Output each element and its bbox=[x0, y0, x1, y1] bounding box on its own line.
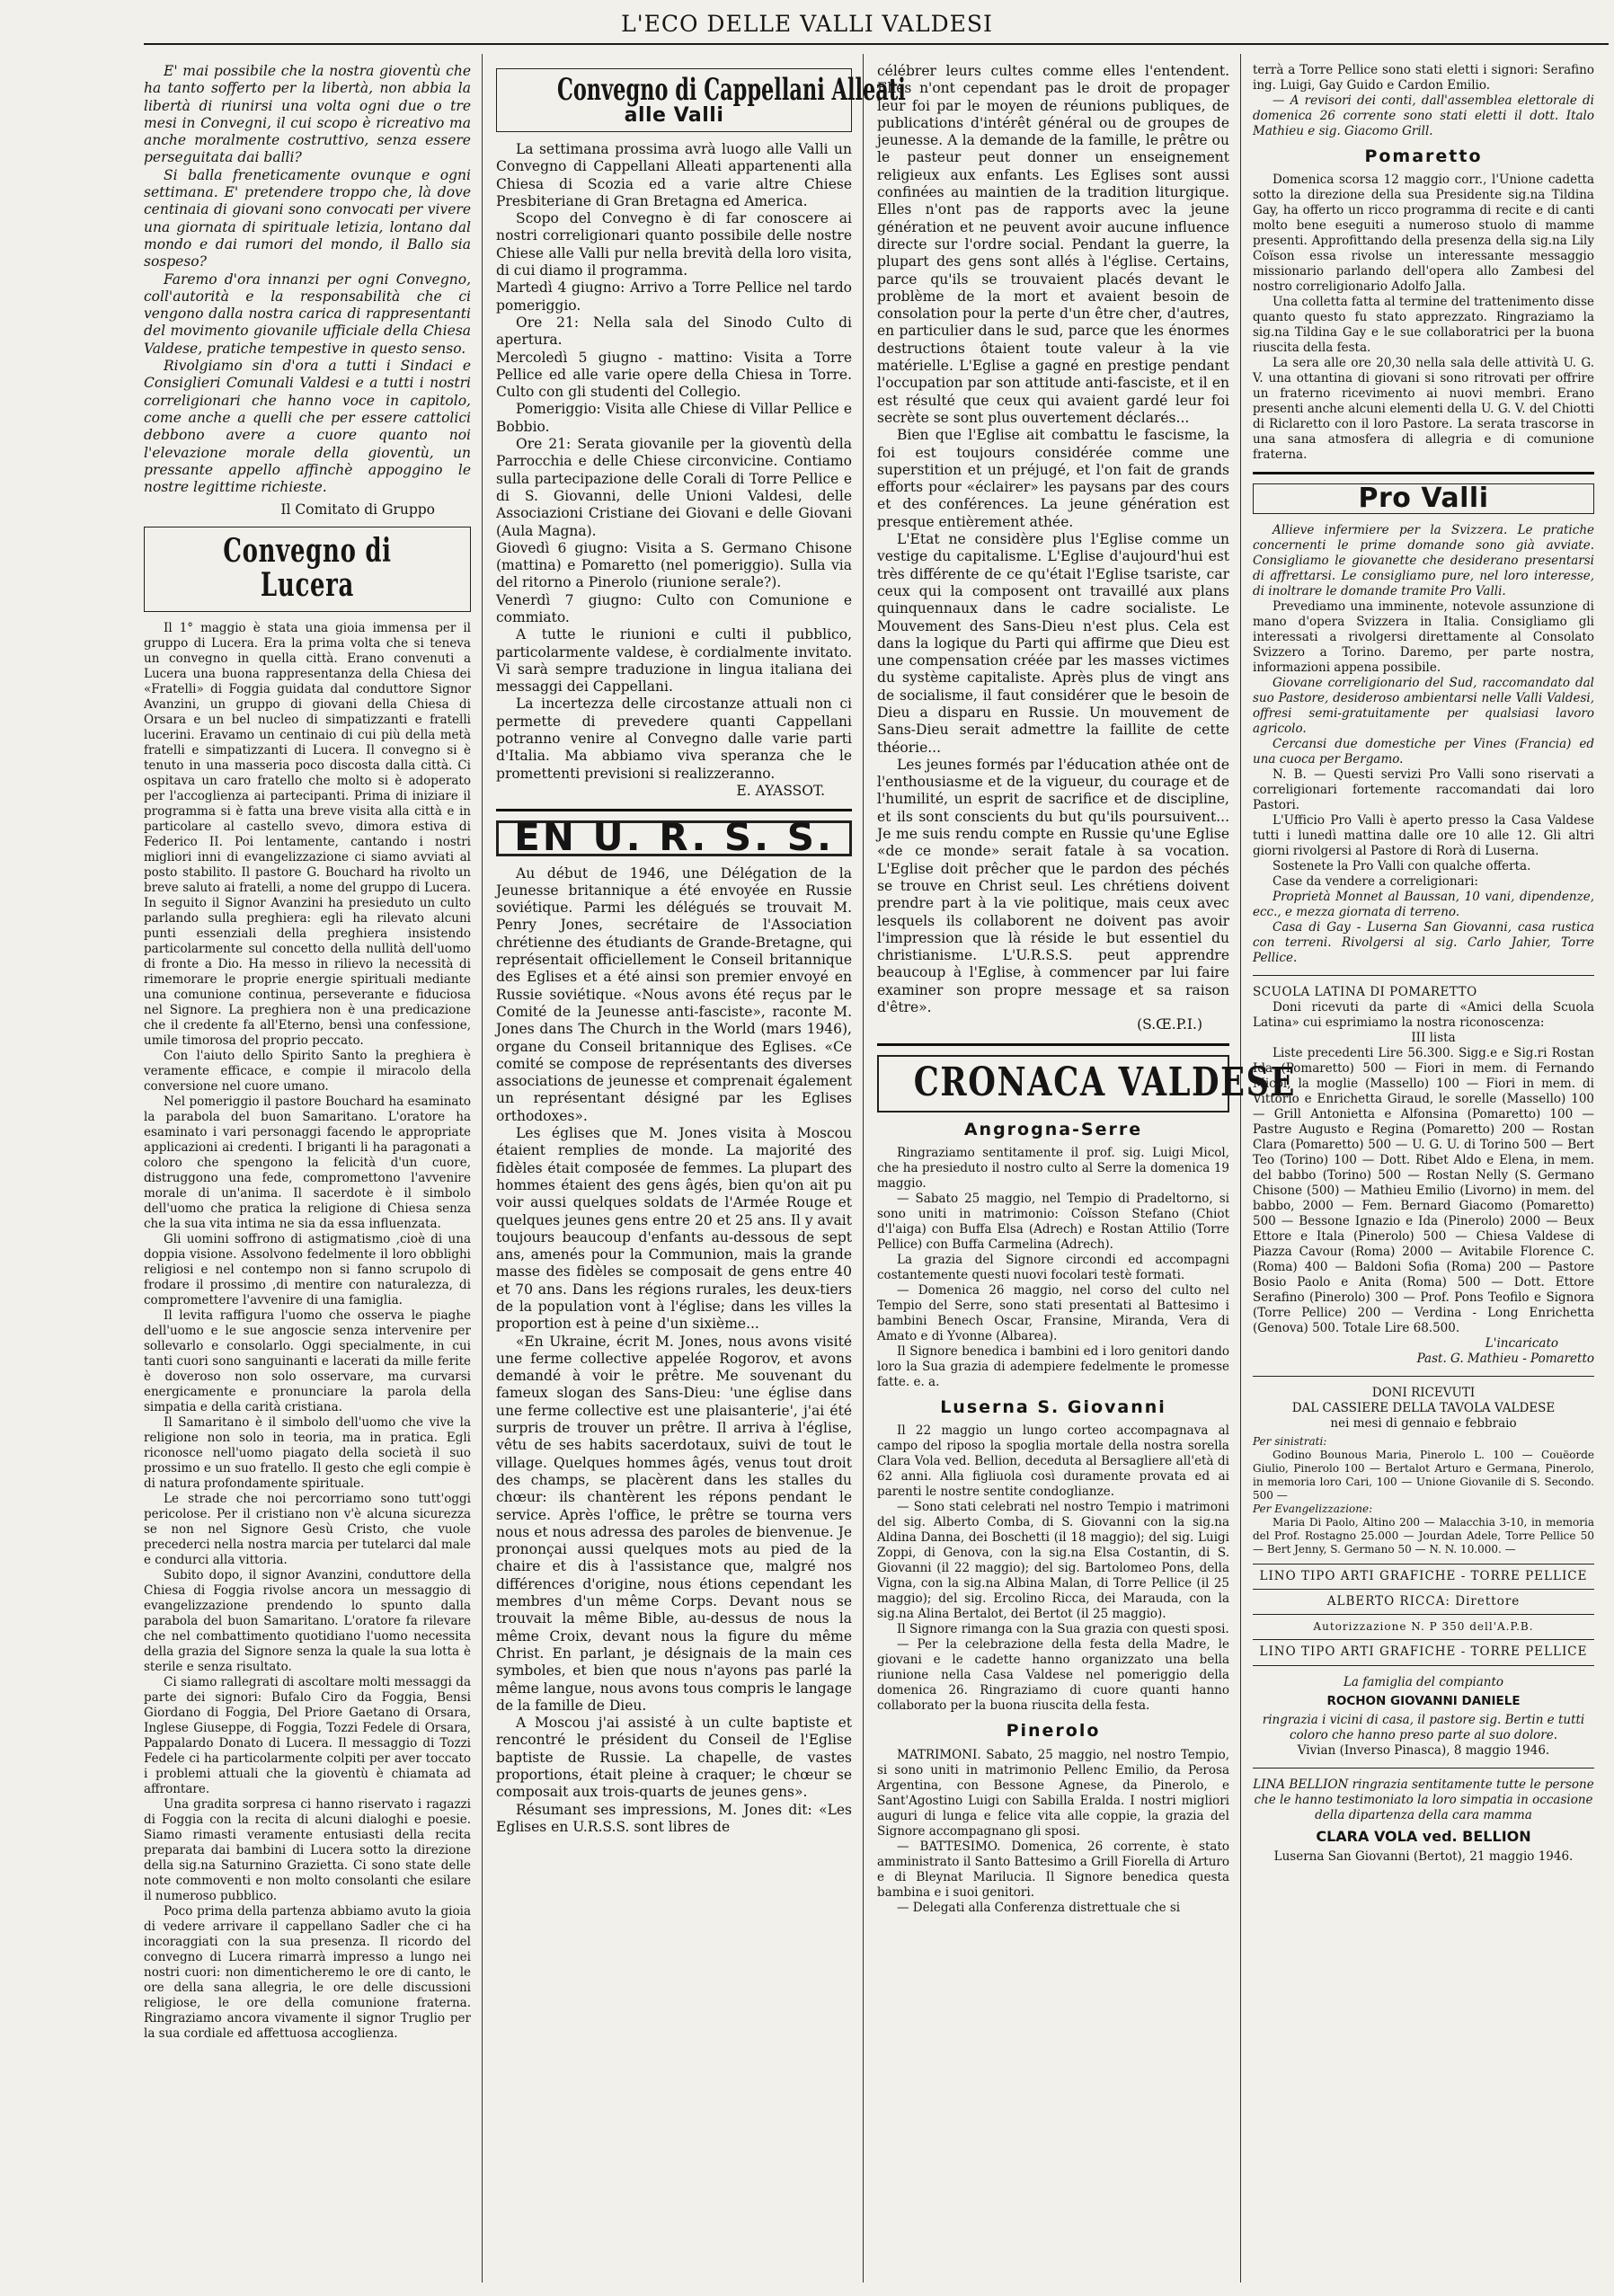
doni-title: DONI RICEVUTI bbox=[1371, 1385, 1476, 1400]
scuola-sign: L'incaricato bbox=[1485, 1335, 1558, 1351]
doni-list: Maria Di Paolo, Altino 200 — Malacchia 3-10, in memoria del Prof. Rostagno 25.000 — Jourdan Adele, Torre Pellice 50 — Bert Jenny, S. Germano 50 — N. N. 10.000. — bbox=[1253, 1515, 1594, 1556]
urss-title-box bbox=[496, 815, 852, 860]
doni-label: Per Evangelizzazione: bbox=[1253, 1502, 1373, 1515]
column-1 bbox=[144, 63, 471, 2283]
rochon-pre: La famiglia del compianto bbox=[1343, 1674, 1504, 1689]
luserna-paragraph: Il 22 maggio un lungo corteo accompagnava al campo del riposo la spoglia mortale della nostra sorella Clara Vola ved. Bellion, deceduta al Bersagliere all'età di 62 anni. Alla figliuola così duramente provata ed ai parenti le nostre sentite condoglianze. bbox=[877, 1423, 1229, 1500]
lucera-paragraph: Una gradita sorpresa ci hanno riservato i ragazzi di Foggia con la recita di alcuni dialoghi e poesie. Siamo rimasti veramente entusiasti della recita preparata dai bambini di Lucera sotto la direzione della sig.na Saturnino Grazietta. Ci sono state delle note commoventi e non molto consolanti che esilare il numeroso pubblico. bbox=[144, 1797, 471, 1904]
column-separator bbox=[482, 54, 483, 2283]
intro-paragraph: Faremo d'ora innanzi per ogni Convegno, coll'autorità e la responsabilità che ci vengono dalla nostra carica di rappresentanti del movimento giovanile ufficiale della Chiesa Valdese, pratiche tempestive in questo senso. bbox=[144, 270, 471, 357]
angrogna-paragraph: La grazia del Signore circondi ed accompagni costantemente questi nuovi focolari testè formati. bbox=[877, 1253, 1229, 1283]
bellion-text: LINA BELLION ringrazia sentitamente tutte le persone che le hanno testimoniato la loro simpatia in occasione della dipartenza della cara mamma bbox=[1253, 1777, 1594, 1822]
luserna-paragraph: — Per la celebrazione della festa della Madre, le giovani e le cadette hanno organizzato una bella riunione nella Casa Valdese nel pomeriggio della domenica 26. Ringraziamo di cuore quanti hanno collaborato per la buona riuscita della festa. bbox=[877, 1637, 1229, 1714]
cappellani-paragraph: Scopo del Convegno è di far conoscere ai nostri correligionari quanto possibile delle nostre Chiese alle Valli pur nella brevità della loro visita, di cui diamo il programma. bbox=[496, 210, 852, 279]
cappellani-title-box bbox=[496, 68, 906, 132]
cappellani-signature: E. AYASSOT. bbox=[736, 782, 825, 799]
cappellani-program: Pomeriggio: Visita alle Chiese di Villar Pellice e Bobbio. bbox=[496, 401, 852, 435]
printer-line: LINO TIPO ARTI GRAFICHE - TORRE PELLICE bbox=[1253, 1639, 1594, 1665]
scuola-list: Liste precedenti Lire 56.300. Sigg.e e Sig.ri Rostan Ida (Pomaretto) 500 — Fiori in mem. di Fernando Micol, la moglie (Massello) 100 — Fiori in mem. di Vittorio e Enrichetta Giraud, le sorelle (Massello) 100 — Grill Antonietta e Alfonsina (Pomaretto) 100 — Pastre Augusto e Regina (Pomaretto) 200 — Rostan Clara (Pomaretto) 500 — U. G. U. di Torino 500 — Bert Teo (Torino) 100 — Dott. Ribet Aldo e Elena, in mem. del babbo (Torino) 500 — Rostan Nelly (S. Germano Chisone (500) — Mathieu Emilio (Livorno) in mem. del babbo, 2000 — Fem. Bernard Giacomo (Pomaretto) 500 — Bessone Ignazio e Ida (Pinerolo) 2000 — Beux Ettore e Itala (Pinerolo) 500 — Chiesa Valdese di Piazza Cavour (Roma) 2000 — Avitabile Florence C. (Roma) 400 — Baldoni Sofia (Roma) 200 — Pastore Bosio Paolo e Anita (Roma) 500 — Dott. Ettore Serafino (Pinerolo) 300 — Prof. Pons Teofilo e Signora (Torre Pellice) 200 — Verdina - Long Enrichetta (Genova) 500. Totale Lire 68.500. bbox=[1253, 1045, 1594, 1335]
header-rule bbox=[144, 43, 1609, 45]
provalli-title: Pro Valli bbox=[1358, 483, 1489, 515]
lucera-paragraph: Nel pomeriggio il pastore Bouchard ha esaminato la parabola del buon Samaritano. L'oratore ha esaminato i vari personaggi facendo le appropriate applicazioni ai credenti. I briganti li ha paragonati a coloro che spengono la felicità d'un cuore, distruggono una fede, compromettono l'avvenire morale di un'anima. Il sacerdote è il simbolo dell'uomo che pratica la religione di Chiesa senza che la sua vita intima ne sia da essa influenzata. bbox=[144, 1095, 471, 1232]
provalli-paragraph: Cercansi due domestiche per Vines (Francia) ed una cuoca per Bergamo. bbox=[1253, 736, 1594, 767]
provalli-paragraph: Proprietà Monnet al Baussan, 10 vani, dipendenze, ecc., e mezza giornata di terreno. bbox=[1253, 889, 1594, 919]
angrogna-paragraph: — Sabato 25 maggio, nel Tempio di Pradeltorno, si sono uniti in matrimonio: Coïsson Stefano (Chiot d'l'aiga) con Buffa Elsa (Adrech) e Rostan Attilio (Torre Pellice) con Buffa Carmelina (Adrech). bbox=[877, 1192, 1229, 1253]
provalli-paragraph: Allieve infermiere per la Svizzera. Le pratiche concernenti le prime domande sono già avviate. Consigliamo le giovanette che desiderano presentarsi di affrettarsi. Le consigliamo pure, nel loro interesse, di inoltrare le domande tramite Pro Valli. bbox=[1253, 522, 1594, 598]
section-divider bbox=[1253, 1376, 1594, 1377]
doni-block bbox=[1253, 1386, 1594, 1432]
lucera-paragraph: Poco prima della partenza abbiamo avuto la gioia di vedere arrivare il cappellano Sadler che ci ha incoraggiati con la sua presenza. Il ricordo del convegno di Lucera rimarrà impresso a lungo nei nostri cuori: non dimenticheremo le ore di canto, le ore della sana allegria, le ore delle discussioni religiose, le ore della comunione fraterna. Ringraziamo ancora vivamente il signor Truglio per la sua cordiale ed affettuosa accoglienza. bbox=[144, 1904, 471, 2042]
section-divider bbox=[496, 809, 852, 811]
lucera-title: Convegno di Lucera bbox=[223, 531, 392, 604]
newspaper-header: L'ECO DELLE VALLI VALDESI bbox=[621, 11, 993, 37]
cappellani-paragraph: A tutte le riunioni e culti il pubblico, particolarmente valdese, è cordialmente invitato. Vi sarà sempre traduzione in lingua italiana dei messaggi dei Cappellani. bbox=[496, 626, 852, 696]
cronaca-title: CRONACA VALDESE bbox=[913, 1059, 1297, 1105]
provalli-paragraph: Case da vendere a correligionari: bbox=[1273, 873, 1478, 889]
pomaretto-paragraph: Domenica scorsa 12 maggio corr., l'Unione cadetta sotto la direzione della sua Presidente sig.na Tildina Gay, ha offerto un ricco programma di recite e di canti molto bene eseguiti a numeroso stuolo di mamme presenti. Approfittando della presenza della sig.na Lily Coïson essa rivolse un interessante messaggio missionario parlando dell'opera allo Zambesi del nostro correligionario Adolfo Jalla. bbox=[1253, 173, 1594, 295]
scuola-intro: Doni ricevuti da parte di «Amici della Scuola Latina» cui esprimiamo la nostra riconoscenza: bbox=[1253, 999, 1594, 1030]
pomaretto-title: Pomaretto bbox=[1364, 146, 1483, 166]
cronaca-continued: terrà a Torre Pellice sono stati eletti i signori: Serafino ing. Luigi, Gay Guido e Cardon Emilio. bbox=[1253, 63, 1594, 93]
cappellani-paragraph: La settimana prossima avrà luogo alle Valli un Convegno di Cappellani Alleati appartenenti alla Chiesa di Scozia ed a varie altre Chiese Presbiteriane di Gran Bretagna ed America. bbox=[496, 140, 852, 209]
rochon-name: ROCHON GIOVANNI DANIELE bbox=[1326, 1693, 1521, 1708]
angrogna-paragraph: — Domenica 26 maggio, nel corso del culto nel Tempio del Serre, sono stati presentati al Battesimo i bambini Benech Oscar, Fransine, Miranda, Vera di Amato e di Yvonne (Albarea). bbox=[877, 1283, 1229, 1344]
section-divider bbox=[1253, 975, 1594, 976]
rochon-text: ringrazia i vicini di casa, il pastore sig. Bertin e tutti coloro che hanno preso parte al suo dolore. bbox=[1262, 1712, 1585, 1742]
urss-continued: L'Etat ne considère plus l'Eglise comme un vestige du capitalisme. L'Eglise d'aujourd'hui est très différente de ce qu'était l'Eglise tsariste, car ceux qui la composent ont travaillé aux plans quinquennaux dans le cadre socialiste. Le Mouvement des Sans-Dieu n'est plus. Cela est dans la logique du Parti qui affirme que Dieu est une compensation créée par les masses victimes du système capitaliste. Après plus de vingt ans de socialisme, il faut considérer que le besoin de Dieu a disparu en Russie. Un mouvement de Sans-Dieu serait admettre la faillite de cette théorie... bbox=[877, 531, 1229, 756]
intro-paragraph: Rivolgiamo sin d'ora a tutti i Sindaci e Consiglieri Comunali Valdesi e a tutti i nostri correligionari che hanno voce in capitolo, come anche a quelli che per essere cattolici debbono avere a cuore quanto noi l'elevazione morale della gioventù, un pressante appello affinchè appoggino le nostre legittime richieste. bbox=[144, 358, 471, 496]
urss-paragraph: Résumant ses impressions, M. Jones dit: «Les Eglises en U.R.S.S. sont libres de bbox=[496, 1801, 852, 1835]
provalli-title-box bbox=[1253, 483, 1594, 513]
doni-list: Godino Bounous Maria, Pinerolo L. 100 — Couëorde Giulio, Pinerolo 100 — Bertalot Arturo e Germana, Pinerolo, in memoria loro Cari, 100 — Unione Giovanile di S. Secondo. 500 — bbox=[1253, 1448, 1594, 1502]
authorization-line: Autorizzazione N. P 350 dell'A.P.B. bbox=[1253, 1614, 1594, 1639]
luserna-paragraph: Il Signore rimanga con la Sua grazia con questi sposi. bbox=[897, 1622, 1229, 1637]
cappellani-program: Mercoledì 5 giugno - mattino: Visita a Torre Pellice ed alle varie opere della Chiesa in Torre. Culto con gli studenti del Collegio. bbox=[496, 349, 852, 401]
intro-paragraph: Si balla freneticamente ovunque e ogni settimana. E' pretendere troppo che, là dove centinaia di giovani sono convocati per vivere una giornata di spirituale letizia, lontano dal mondo e dai rumori del mondo, il Ballo sia sospeso? bbox=[144, 166, 471, 270]
urss-paragraph: Les églises que M. Jones visita à Moscou étaient remplies de monde. La majorité des fidèles était composée de femmes. La plupart des hommes étaient des gens âgés, bien qu'on ait pu voir aussi quelques soldats de l'Armée Rouge et quelques jeunes gens entre 20 et 25 ans. Il y avait toujours beaucoup d'enfants au-dessous de sept ans, amenés pour la Communion, mais la grande masse des fidèles se composait de gens entre 40 et 70 ans. Dans les régions rurales, les deux-tiers de la population vont à l'église; dans les villes la proportion est à peine d'un sixième... bbox=[496, 1125, 852, 1333]
pinerolo-paragraph: — Delegati alla Conferenza distrettuale che si bbox=[897, 1900, 1181, 1915]
urss-continued: Les jeunes formés par l'éducation athée ont de l'enthousiasme et de la vigueur, du courage et de l'humilité, un esprit de sacrifice et de discipline, et ils sont conscients du but qu'ils poursuivent... Je me suis rendu compte en Russie qu'une Eglise «de ce monde» serait fatale à sa vocation. L'Eglise doit prêcher que le pardon des péchés se trouve en Christ seul. Les chrétiens doivent prendre part à la vie politique, mais ceux avec lesquels ils collaborent ne doivent pas avoir l'impression que là réside le but essentiel du christianisme. L'U.R.S.S. peut apprendre beaucoup à l'Eglise, à commencer par lui faire examiner son propre message et sa raison d'être». bbox=[877, 756, 1229, 1016]
provalli-paragraph: L'Ufficio Pro Valli è aperto presso la Casa Valdese tutti i lunedì mattina dalle ore 10 alle 12. Gli altri giorni rivolgersi al Pastore di Rorà di Luserna. bbox=[1253, 812, 1594, 858]
rochon-notice bbox=[1253, 1675, 1594, 1759]
pinerolo-paragraph: MATRIMONI. Sabato, 25 maggio, nel nostro Tempio, si sono uniti in matrimonio Pellenc Emilio, da Perosa Argentina, con Bessone Agnese, da Pinerolo, e Sant'Agostino Luigi con Sabilla Eralda. I nostri migliori auguri di lunga e felice vita alle coppie, la grazia del Signore accompagnano gli sposi. bbox=[877, 1747, 1229, 1839]
section-divider bbox=[1253, 472, 1594, 474]
urss-continued: célébrer leurs cultes comme elles l'entendent. Elles n'ont cependant pas le droit de propager leur foi par le moyen de réunions publiques, de publications d'intérêt général ou de groupes de jeunesse. A la demande de la famille, le prêtre ou le pasteur peut donner un enseignement religieux aux enfants. Les Eglises sont aussi confinées au maintien de la tradition liturgique. Elles n'ont pas de rapports avec la jeune génération et ne peuvent avoir aucune influence directe sur l'ordre social. Pendant la guerre, la plupart des gens sont allés à l'église. Certains, parce qu'ils se trouvaient placés devant le problème de la mort et avaient besoin de consolation pour la perte d'un être cher, d'autres, en particulier dans le sud, parce que les énormes destructions ôtaient toute valeur à la vie matérielle. L'Eglise a gagné en prestige pendant l'occupation par son attitude anti-fasciste, et il en est résulté que ceux qui avaient gardé leur foi secrète se sont plus ouvertement déclarés... bbox=[877, 63, 1229, 426]
luserna-paragraph: — Sono stati celebrati nel nostro Tempio i matrimoni del sig. Alberto Comba, di S. Giovanni con la sig.na Aldina Danna, dei Boschetti (il 18 maggio); del sig. Luigi Zoppi, di Genova, con la sig.na Elsa Costantin, di S. Giovanni (il 22 maggio); del sig. Bartolomeo Pons, della Vigna, con la sig.na Albina Malan, di Torre Pellice (il 25 maggio); del sig. Ercolino Ricca, dei Marauda, con la sig.na Alina Bertalot, dei Bertot (il 25 maggio). bbox=[877, 1500, 1229, 1622]
provalli-paragraph: Giovane correligionario del Sud, raccomandato dal suo Pastore, desideroso ambientarsi nelle Valli Valdesi, offresi semi-gratuitamente per qualsiasi lavoro agricolo. bbox=[1253, 675, 1594, 736]
column-separator bbox=[1240, 54, 1241, 2283]
lucera-paragraph: Subito dopo, il signor Avanzini, conduttore della Chiesa di Foggia rivolse ancora un messaggio di evangelizzazione prendendo lo spunto dalla parabola del buon Samaritano. L'oratore fa rilevare che nel combattimento quotidiano l'uomo necessita della grazia del Signore senza la quale la sua lotta è sterile e senza risultato. bbox=[144, 1568, 471, 1675]
bellion-name: CLARA VOLA ved. BELLION bbox=[1316, 1827, 1531, 1845]
section-divider bbox=[877, 1043, 1229, 1046]
lucera-paragraph: Gli uomini soffrono di astigmatismo ,cioè di una doppia visione. Assolvono fedelmente il loro obblighi religiosi e nel contempo non si fanno scrupolo di frodare il prossimo ,di mentire con naturalezza, di compromettere l'avvenire di una famiglia. bbox=[144, 1232, 471, 1308]
doni-subtitle: nei mesi di gennaio e febbraio bbox=[1330, 1415, 1517, 1431]
angrogna-paragraph: Il Signore benedica i bambini ed i loro genitori dando loro la Sua grazia di adempiere fedelmente le promesse fatte. e. a. bbox=[877, 1344, 1229, 1390]
doni-label: Per sinistrati: bbox=[1253, 1434, 1327, 1448]
pomaretto-paragraph: Una colletta fatta al termine del trattenimento disse quanto questo fu stato apprezzato. Ringraziamo la sig.na Tildina Gay e le sue collaboratrici per la buona riuscita della festa. bbox=[1253, 295, 1594, 356]
urss-continued: Bien que l'Eglise ait combattu le fascisme, la foi est toujours considérée comme une superstition et un préjugé, et l'on fait de grands efforts pour «éclairer» les paysans par des cours et des conférences. La jeune génération est presque entièrement athée. bbox=[877, 427, 1229, 530]
bellion-notice bbox=[1253, 1777, 1594, 1865]
urss-source: (S.Œ.P.I.) bbox=[1137, 1016, 1202, 1033]
cappellani-program: Martedì 4 giugno: Arrivo a Torre Pellice nel tardo pomeriggio. bbox=[496, 279, 852, 314]
director-line: ALBERTO RICCA: Direttore bbox=[1253, 1589, 1594, 1614]
column-2 bbox=[496, 63, 906, 2283]
scuola-sign: Past. G. Mathieu - Pomaretto bbox=[1416, 1351, 1594, 1366]
bellion-place: Luserna San Giovanni (Bertot), 21 maggio 1946. bbox=[1273, 1848, 1574, 1864]
section-divider bbox=[1253, 1768, 1594, 1769]
column-4 bbox=[1253, 63, 1594, 2283]
angrogna-title: Angrogna-Serre bbox=[963, 1119, 1143, 1139]
cappellani-program: Ore 21: Nella sala del Sinodo Culto di apertura. bbox=[496, 314, 852, 349]
lucera-paragraph: Il Samaritano è il simbolo dell'uomo che vive la religione non solo in teoria, ma in pratica. Egli riconosce nell'uomo piagato della società il suo prossimo e un suo fratello. Il gesto che egli compie è di natura profondamente spirituale. bbox=[144, 1415, 471, 1492]
scuola-title: SCUOLA LATINA DI POMARETTO bbox=[1253, 984, 1477, 999]
printer-line: LINO TIPO ARTI GRAFICHE - TORRE PELLICE bbox=[1253, 1564, 1594, 1589]
lucera-paragraph: Ci siamo rallegrati di ascoltare molti messaggi da parte dei signori: Bufalo Ciro da Foggia, Bensi Giordano di Foggia, Del Priore Gaetano di Orsara, Inglese Giuseppe, di Foggia, Tozzi Fedele di Orsara, Pappalardo Donato di Lucera. Il messaggio di Tozzi Fedele ci ha particolarmente colpiti per aver toccato i problemi attuali che la gioventù è chiamata ad affrontare. bbox=[144, 1675, 471, 1797]
cronaca-title-box bbox=[877, 1055, 1297, 1113]
pinerolo-paragraph: — BATTESIMO. Domenica, 26 corrente, è stato amministrato il Santo Battesimo a Grill Fiorella di Arturo e di Bleynat Marilucia. Il Signore benedica questa bambina e i suoi genitori. bbox=[877, 1839, 1229, 1900]
provalli-paragraph: N. B. — Questi servizi Pro Valli sono riservati a correligionari fortemente raccomandati dai loro Pastori. bbox=[1253, 767, 1594, 812]
cappellani-program: Giovedì 6 giugno: Visita a S. Germano Chisone (mattina) e Pomaretto (nel pomeriggio). Sulla via del ritorno a Pinerolo (riunione serale?). bbox=[496, 539, 852, 591]
cappellani-title: Convegno di Cappellani Alleati bbox=[556, 72, 906, 108]
scuola-list-label: III lista bbox=[1411, 1030, 1456, 1045]
column-separator bbox=[863, 54, 864, 2283]
lucera-paragraph: Le strade che noi percorriamo sono tutt'oggi pericolose. Per il cristiano non v'è alcuna sicurezza se non nel Signore Gesù Cristo, che vuole precederci nella nostra marcia per tutelarci dal male e condurci alla vittoria. bbox=[144, 1492, 471, 1568]
provalli-paragraph: Prevediamo una imminente, notevole assunzione di mano d'opera Svizzera in Italia. Consigliamo gli interessati a rivolgersi direttamente al Consolato Svizzero a Torino. Daremo, per parte nostra, informazioni appena possibile. bbox=[1253, 598, 1594, 675]
urss-paragraph: «En Ukraine, écrit M. Jones, nous avons visité une ferme collective appelée Rogorov, et avons demandé à voir le prêtre. Me souvenant du fameux slogan des Sans-Dieu: 'une église dans une ferme collective est une plaisanterie', j'ai été surpris de trouver un prêtre. Il arriva à l'église, vêtu de ses habits sacerdotaux, suivi de tout le village. Quelques hommes âgés, venus tout droit des champs, se placèrent dans les stalles du chœur: ils chantèrent les répons pendant le service. Après l'office, le prêtre se tourna vers nous et nous adressa des paroles de bienvenue. Je prononçai aussi quelques mots au pied de la chaire et dis à l'assistance que, malgré nos différences d'origine, nous étions cependant les membres d'un même Corps. Devant nous se trouvait la même Bible, au-dessus de nous la même Croix, devant nous la figure du même Christ. En parlant, je désignais de la main ces symboles, et bien que nous n'ayons pas parlé la même langue, nous avons tous compris le langage de la famille de Dieu. bbox=[496, 1333, 852, 1714]
cronaca-continued: — A revisori dei conti, dall'assemblea elettorale di domenica 26 corrente sono stati eletti il dott. Italo Mathieu e sig. Giacomo Grill. bbox=[1253, 93, 1594, 138]
cappellani-subtitle: alle Valli bbox=[624, 103, 724, 127]
angrogna-paragraph: Ringraziamo sentitamente il prof. sig. Luigi Micol, che ha presieduto il nostro culto al Serre la domenica 19 maggio. bbox=[877, 1146, 1229, 1192]
intro-paragraph: E' mai possibile che la nostra gioventù che ha tanto sofferto per la libertà, non abbia la libertà di riunirsi una volta ogni due o tre mesi in Convegni, il cui scopo è ricreativo ma anche moralmente costruttivo, senza essere perseguitata dai balli? bbox=[144, 63, 471, 166]
cappellani-program: Venerdì 7 giugno: Culto con Comunione e commiato. bbox=[496, 591, 852, 625]
luserna-title: Luserna S. Giovanni bbox=[940, 1397, 1166, 1418]
lucera-paragraph: Il levita raffigura l'uomo che osserva le piaghe dell'uomo e le sue angoscie senza intervenire per sollevarlo e consolarlo. Oggi specialmente, in cui tanti cuori sono sanguinanti e lacerati da mille ferite è doveroso non solo osservare, ma curvarsi energicamente e pronunciare la parola della simpatia e della carità cristiana. bbox=[144, 1308, 471, 1415]
cappellani-paragraph: La incertezza delle circostanze attuali non ci permette di prevedere quanti Cappellani potranno venire al Convegno dalle varie parti d'Italia. Ma abbiamo viva speranza che le promettenti previsioni si realizzeranno. bbox=[496, 696, 852, 782]
provalli-paragraph: Casa di Gay - Luserna San Giovanni, casa rustica con terreni. Rivolgersi al sig. Carlo Jahier, Torre Pellice. bbox=[1253, 919, 1594, 965]
rochon-place: Vivian (Inverso Pinasca), 8 maggio 1946. bbox=[1297, 1742, 1550, 1758]
doni-title: DAL CASSIERE DELLA TAVOLA VALDESE bbox=[1291, 1400, 1556, 1415]
pomaretto-paragraph: La sera alle ore 20,30 nella sala delle attività U. G. V. una ottantina di giovani si sono ritrovati per offrire un fraterno ricevimento ai nuovi membri. Erano presenti anche alcuni elementi della U. G. V. del Chiotti di Riclaretto con il loro Pastore. La serata trascorse in una sana atmosfera di allegria e di comunione fraterna. bbox=[1253, 356, 1594, 463]
urss-paragraph: A Moscou j'ai assisté à un culte baptiste et rencontré le président du Conseil de l'Eglise baptiste de Russie. La chapelle, de vastes proportions, était pleine à craquer; le chœur se composait aux trois-quarts de jeunes gens». bbox=[496, 1715, 852, 1801]
lucera-title-box bbox=[144, 527, 471, 613]
urss-paragraph: Au début de 1946, une Délégation de la Jeunesse britannique a été envoyée en Russie soviétique. Parmi les délégués se trouvait M. Penry Jones, secrétaire de l'Association chrétienne des étudiants de Grande-Bretagne, qui représentait officiellement le Conseil britannique des Eglises et a été ainsi son premier envoyé en Russie soviétique. «Nous avons été reçus par le Comité de la Jeunesse anti-fasciste», raconte M. Jones dans The Church in the World (mars 1946), organe du Conseil britannique des Eglises. «Ce comité se compose de représentants des diverses associations de jeunesse et comprenait également un représentant désigné par les Eglises orthodoxes». bbox=[496, 864, 852, 1124]
lucera-paragraph: Con l'aiuto dello Spirito Santo la preghiera è veramente efficace, e compie il miracolo della conversione nel cuore umano. bbox=[144, 1049, 471, 1095]
provalli-paragraph: Sostenete la Pro Valli con qualche offerta. bbox=[1273, 858, 1531, 873]
urss-title: EN U. R. S. S. bbox=[514, 815, 834, 860]
lucera-paragraph: Il 1° maggio è stata una gioia immensa per il gruppo di Lucera. Era la prima volta che si teneva un convegno in quella città. Erano convenuti a Lucera una buona rappresentanza della Chiesa dei «Fratelli» di Foggia guidata dal conduttore Signor Avanzini, un gruppo di giovani della Chiesa di Orsara e un bel nucleo di simpatizzanti e fratelli lucerini. Eravamo un centinaio di cui più della metà fratelli e simpatizzanti di Lucera. Il convegno si è tenuto in una masseria poco discosta dalla città. Ci ospitava un caro fratello che molto si è adoperato per l'accoglienza ai partecipanti. Prima di iniziare il programma si è fatta una breve visita alla città e in particolare al castello svevo, dimora estiva di Federico II. Poi lentamente, cantando i nostri migliori inni di evangelizzazione ci siamo avviati al posto stabilito. Il pastore G. Bouchard ha rivolto un breve saluto ai fratelli, a nome del gruppo di Lucera. In seguito il Signor Avanzini ha presieduto un culto parlando sulla preghiera: egli ha rilevato alcuni punti essenziali della preghiera insistendo particolarmente sul concetto della nullità dell'uomo di fronte a Dio. Ha messo in rilievo la necessità di rimemorare le proprie energie spirituali mediante una comunione continua, perseverante e fiduciosa nel Signore. La preghiera non è una predicazione che il credente fa all'Eterno, bensì una confessione, umile timorosa del proprio peccato. bbox=[144, 621, 471, 1049]
intro-signature: Il Comitato di Gruppo bbox=[280, 501, 435, 519]
cappellani-program: Ore 21: Serata giovanile per la gioventù della Parrocchia e delle Chiese circonvicine. Contiamo sulla partecipazione delle Corali di Torre Pellice e di S. Giovanni, delle Unioni Valdesi, delle Associazioni Cristiane dei Giovani e delle Giovani (Aula Magna). bbox=[496, 436, 852, 539]
pinerolo-title: Pinerolo bbox=[1006, 1721, 1101, 1742]
